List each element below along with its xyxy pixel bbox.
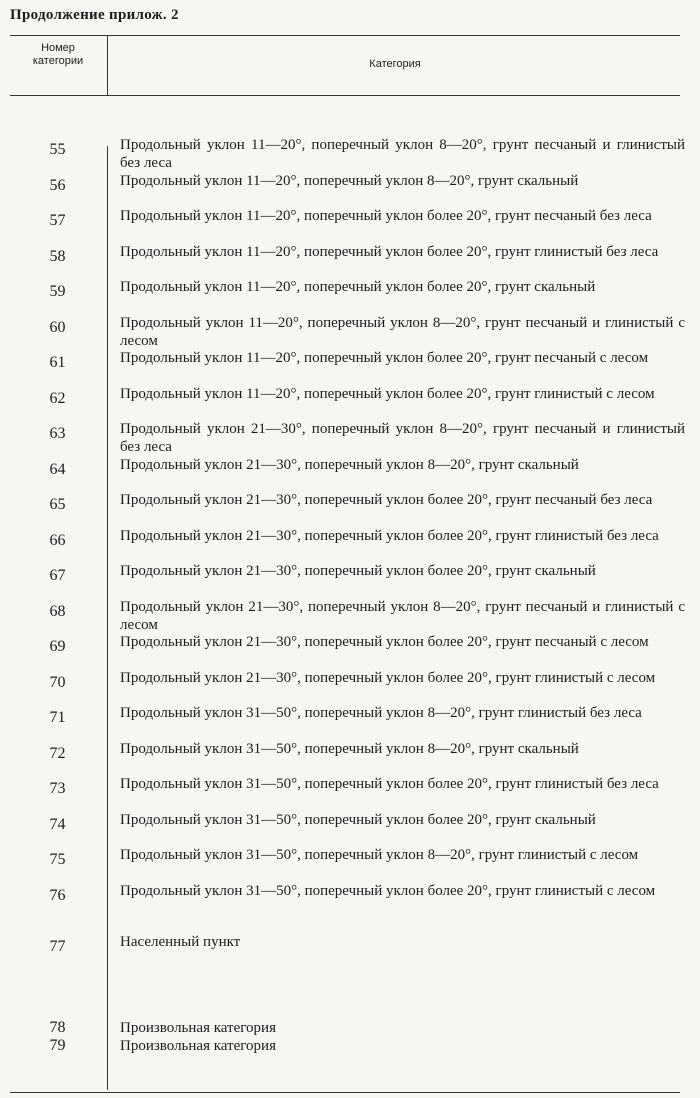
table-row: [10, 740, 685, 775]
row-number: 71: [49, 709, 66, 726]
row-category: Продольный уклон 21—30°, поперечный уклон более 20°, грунт скальный: [120, 563, 596, 579]
header-column-divider: [107, 36, 108, 95]
row-number: 69: [49, 638, 66, 655]
row-category: Продольный уклон 21—30°, поперечный уклон 8—20°, грунт песчаный и глинистый без леса: [120, 421, 685, 455]
row-number: 58: [49, 247, 66, 265]
table-row: [10, 704, 685, 739]
table-row: [10, 491, 685, 526]
row-number: 68: [49, 602, 66, 620]
row-number: 55: [49, 141, 66, 158]
row-number: 59: [49, 283, 66, 300]
row-category: Продольный уклон 11—20°, поперечный уклон более 20°, грунт песчаный без леса: [120, 208, 652, 224]
table-row: [10, 172, 685, 207]
table-row: [10, 420, 685, 455]
table-row: [10, 527, 685, 562]
row-number: 77: [49, 938, 66, 955]
row-category: Продольный уклон 11—20°, поперечный уклон более 20°, грунт скальный: [120, 279, 596, 295]
row-category: Продольный уклон 31—50°, поперечный уклон 8—20°, грунт глинистый с лесом: [120, 847, 639, 863]
table-row: [10, 314, 685, 349]
row-category: Продольный уклон 21—30°, поперечный уклон более 20°, грунт глинистый без леса: [120, 527, 659, 544]
row-number: 72: [49, 744, 66, 762]
row-category: Продольный уклон 21—30°, поперечный уклон 8—20°, грунт песчаный и глинистый с лесом: [120, 598, 685, 633]
table-row: [10, 846, 685, 881]
row-number: 78: [49, 1019, 66, 1036]
column-header-number: [12, 42, 104, 68]
top-rule: [10, 35, 680, 36]
row-number: 76: [49, 886, 66, 904]
row-category: Продольный уклон 31—50°, поперечный уклон более 20°, грунт глинистый без леса: [120, 776, 659, 792]
table-row: [10, 669, 685, 704]
row-category: Продольный уклон 31—50°, поперечный уклон 8—20°, грунт глинистый без леса: [120, 705, 642, 721]
row-number: 61: [49, 354, 66, 371]
row-category: Продольный уклон 21—30°, поперечный уклон более 20°, грунт песчаный с лесом: [120, 634, 649, 650]
table-row: [10, 207, 685, 242]
row-category: Продольный уклон 11—20°, поперечный уклон более 20°, грунт глинистый без леса: [120, 243, 659, 260]
row-number: 75: [49, 851, 66, 868]
table-row: [10, 349, 685, 384]
table-row: [10, 775, 685, 810]
page-header-title: Продолжение прилож. 2: [10, 7, 179, 23]
row-number: 70: [49, 673, 66, 691]
row-category: Продольный уклон 11—20°, поперечный уклон более 20°, грунт песчаный с лесом: [120, 350, 649, 366]
row-category: Продольный уклон 21—30°, поперечный уклон более 20°, грунт глинистый с лесом: [120, 669, 656, 686]
row-category: Продольный уклон 21—30°, поперечный уклон 8—20°, грунт скальный: [120, 456, 579, 473]
row-category: Продольный уклон 11—20°, поперечный уклон 8—20°, грунт песчаный и глинистый без леса: [120, 137, 685, 171]
table-row: [10, 933, 685, 968]
row-category: Населенный пункт: [120, 934, 241, 950]
row-number: 67: [49, 567, 66, 584]
table-row: [10, 243, 685, 278]
row-number: 74: [49, 815, 66, 833]
column-header-category: Категория: [369, 58, 421, 70]
row-category: Продольный уклон 11—20°, поперечный уклон 8—20°, грунт скальный: [120, 172, 579, 189]
header-rule: [10, 95, 680, 96]
table-row: [10, 1037, 685, 1072]
row-number: 73: [49, 780, 66, 797]
row-category: Произвольная категория: [120, 1038, 276, 1054]
row-category: Продольный уклон 31—50°, поперечный уклон 8—20°, грунт скальный: [120, 740, 579, 757]
row-number: 56: [49, 176, 66, 194]
bottom-rule: [10, 1092, 680, 1093]
row-category: Продольный уклон 31—50°, поперечный уклон более 20°, грунт скальный: [120, 811, 596, 828]
table-row: [10, 598, 685, 633]
table-row: [10, 278, 685, 313]
column-header-number-line2: категории: [32, 55, 84, 67]
row-number: 79: [49, 1037, 66, 1054]
table-row: [10, 456, 685, 491]
row-category: Продольный уклон 21—30°, поперечный уклон более 20°, грунт песчаный без леса: [120, 492, 653, 508]
table-row: [10, 633, 685, 668]
row-category: Произвольная категория: [120, 1020, 276, 1036]
row-number: 64: [49, 460, 66, 478]
row-number: 60: [49, 318, 66, 336]
table-row: [10, 562, 685, 597]
column-header-number-line1: Номер: [41, 42, 75, 54]
table-row: [10, 385, 685, 420]
row-category: Продольный уклон 11—20°, поперечный уклон 8—20°, грунт песчаный и глинистый с лесом: [120, 314, 685, 349]
row-category: Продольный уклон 11—20°, поперечный уклон более 20°, грунт глинистый с лесом: [120, 385, 655, 402]
row-number: 63: [49, 425, 66, 442]
table-row: [10, 882, 685, 917]
row-number: 65: [49, 496, 66, 513]
row-number: 62: [49, 389, 66, 407]
table-row: [10, 136, 685, 171]
row-number: 57: [49, 212, 66, 229]
table-row: [10, 811, 685, 846]
row-number: 66: [49, 531, 66, 549]
row-category: Продольный уклон 31—50°, поперечный уклон более 20°, грунт глинистый с лесом: [120, 882, 656, 899]
